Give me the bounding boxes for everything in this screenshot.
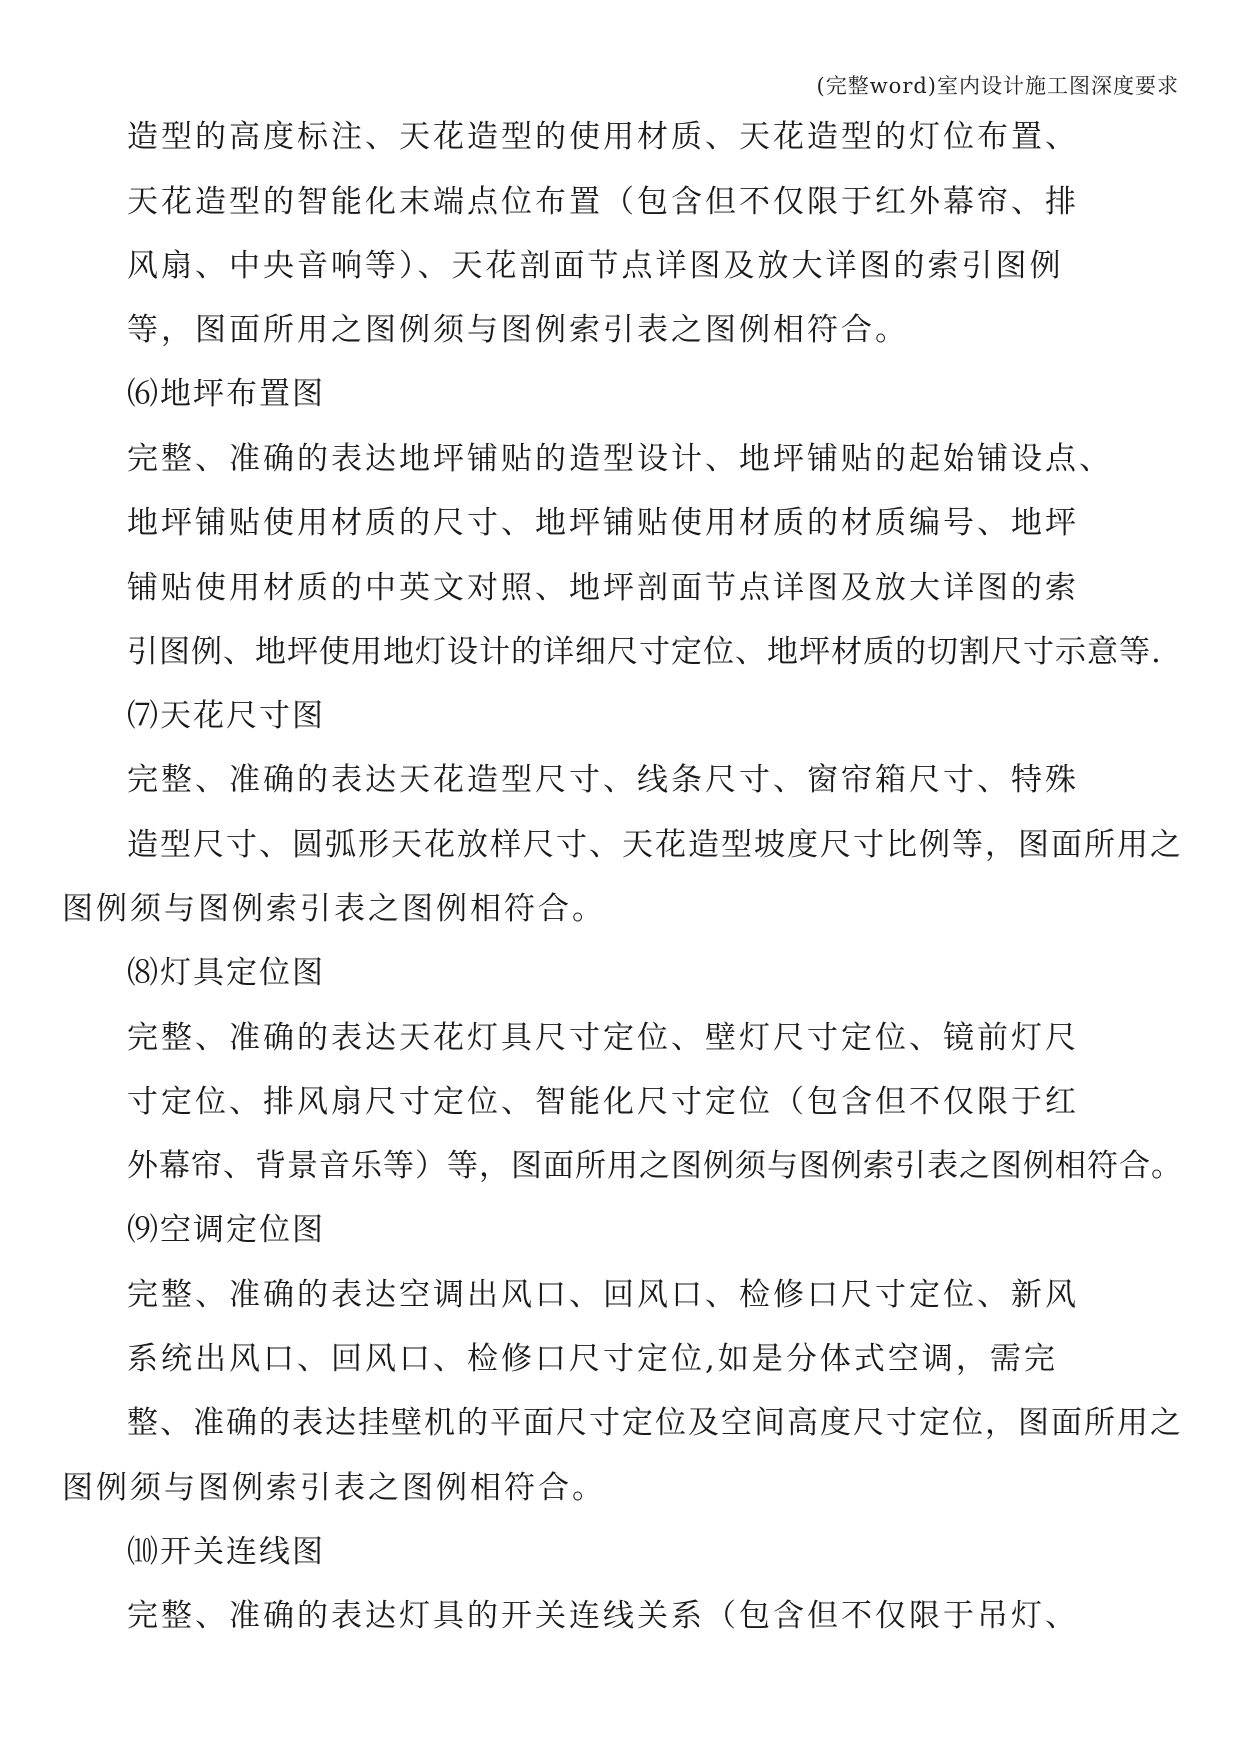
text-line: 寸定位、排风扇尺寸定位、智能化尺寸定位（包含但不仅限于红 <box>127 1084 1079 1120</box>
text-line: 完整、准确的表达天花灯具尺寸定位、壁灯尺寸定位、镜前灯尺 <box>127 1020 1079 1056</box>
text-line: 图例须与图例索引表之图例相符合。 <box>62 1470 606 1506</box>
text-line: 外幕帘、背景音乐等）等，图面所用之图例须与图例索引表之图例相符合。 <box>127 1148 1183 1184</box>
text-line: 系统出风口、回风口、检修口尺寸定位,如是分体式空调，需完 <box>127 1341 1058 1377</box>
text-line: 完整、准确的表达地坪铺贴的造型设计、地坪铺贴的起始铺设点、 <box>127 441 1113 477</box>
text-line: 完整、准确的表达灯具的开关连线关系（包含但不仅限于吊灯、 <box>127 1598 1079 1634</box>
section-heading: ⑺天花尺寸图 <box>127 698 325 734</box>
text-line: 天花造型的智能化末端点位布置（包含但不仅限于红外幕帘、排 <box>127 184 1079 220</box>
section-heading: ⑹地坪布置图 <box>127 376 325 412</box>
text-line: 风扇、中央音响等）、天花剖面节点详图及放大详图的索引图例 <box>127 248 1064 284</box>
section-heading: ⑻灯具定位图 <box>127 955 325 991</box>
text-line: 引图例、地坪使用地灯设计的详细尺寸定位、地坪材质的切割尺寸示意等. <box>127 634 1162 670</box>
text-line: 图例须与图例索引表之图例相符合。 <box>62 891 606 927</box>
text-line: 造型尺寸、圆弧形天花放样尺寸、天花造型坡度尺寸比例等，图面所用之 <box>127 827 1183 863</box>
document-header: (完整word)室内设计施工图深度要求 <box>816 74 1179 98</box>
text-line: 完整、准确的表达空调出风口、回风口、检修口尺寸定位、新风 <box>127 1277 1079 1313</box>
text-line: 等，图面所用之图例须与图例索引表之图例相符合。 <box>127 312 909 348</box>
text-line: 铺贴使用材质的中英文对照、地坪剖面节点详图及放大详图的索 <box>127 570 1079 606</box>
text-line: 地坪铺贴使用材质的尺寸、地坪铺贴使用材质的材质编号、地坪 <box>127 505 1079 541</box>
text-line: 完整、准确的表达天花造型尺寸、线条尺寸、窗帘箱尺寸、特殊 <box>127 762 1079 798</box>
section-heading: ⑼空调定位图 <box>127 1212 325 1248</box>
section-heading: ⑽开关连线图 <box>127 1534 325 1570</box>
text-line: 造型的高度标注、天花造型的使用材质、天花造型的灯位布置、 <box>127 119 1079 155</box>
text-line: 整、准确的表达挂壁机的平面尺寸定位及空间高度尺寸定位，图面所用之 <box>127 1405 1183 1441</box>
